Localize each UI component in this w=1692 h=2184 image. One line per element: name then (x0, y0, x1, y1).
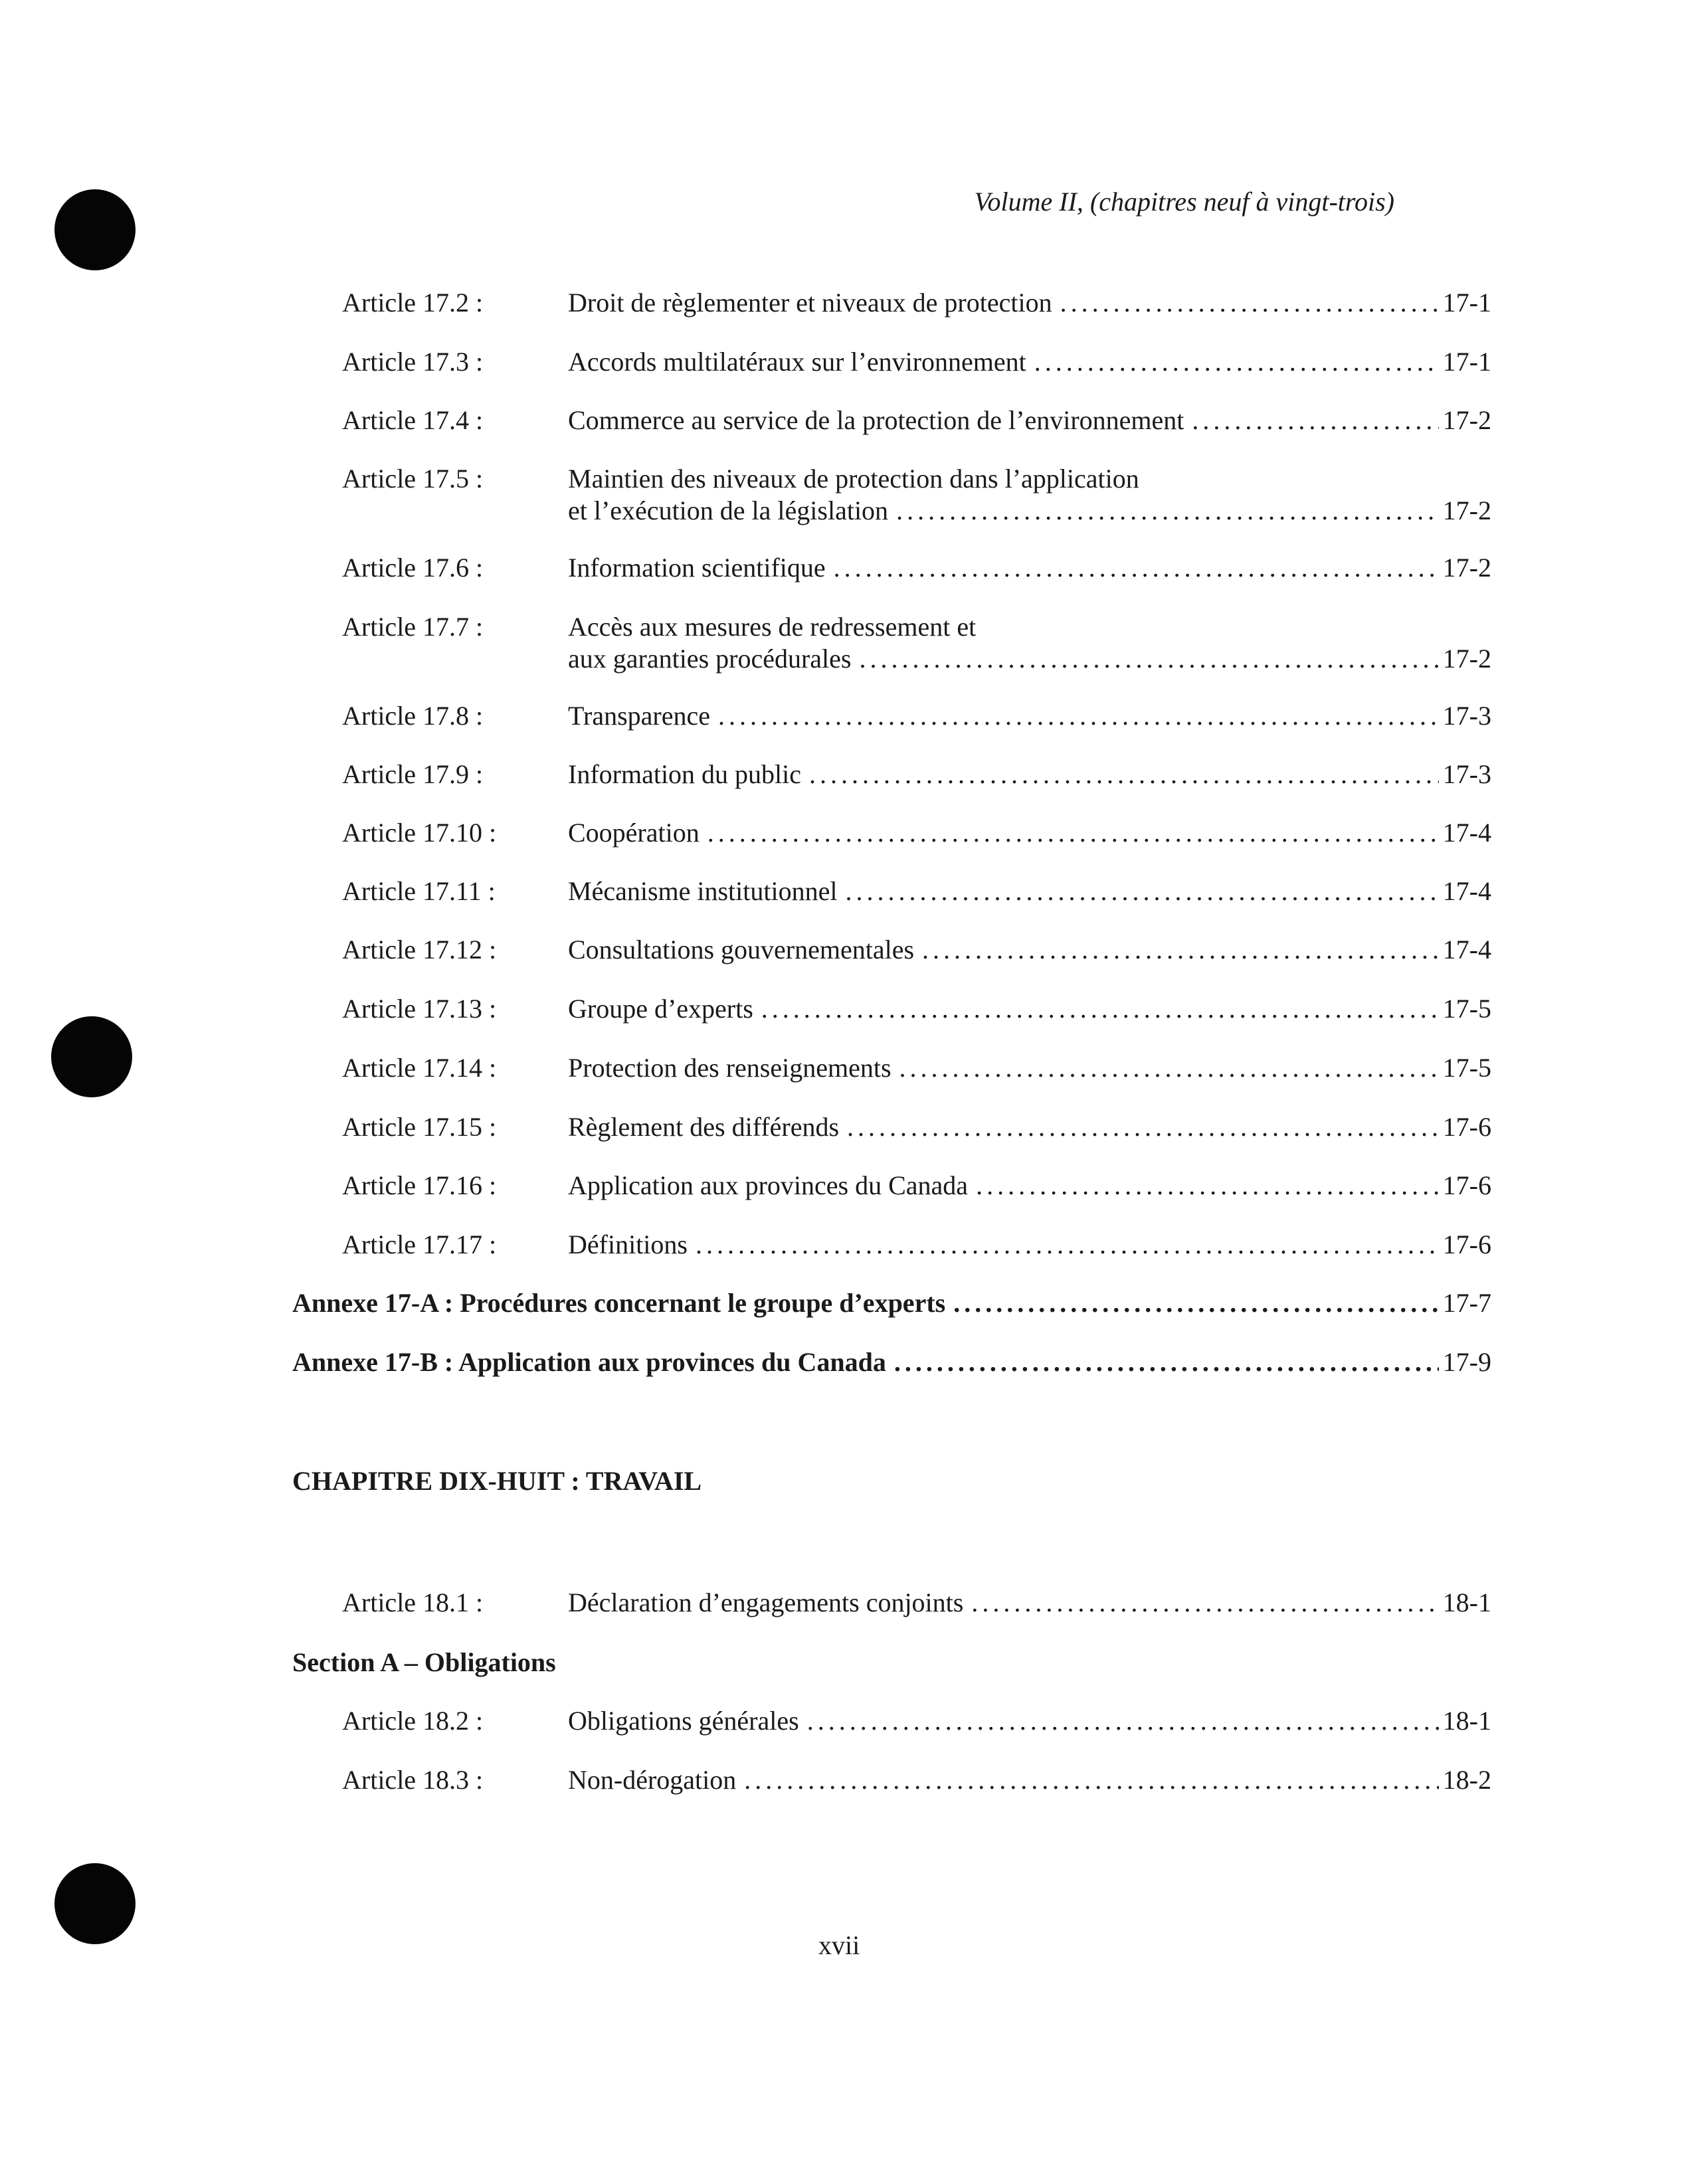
toc-page: 18-1 (1442, 1706, 1491, 1736)
toc-page: 18-1 (1442, 1588, 1491, 1617)
toc-article: Article 17.4 : (342, 405, 484, 435)
toc-entry (342, 1587, 1491, 1619)
dot-leader (718, 700, 1439, 732)
dot-leader (707, 817, 1439, 849)
toc-title: Information scientifique (568, 553, 826, 583)
toc-entry (342, 700, 1491, 732)
dot-leader (1034, 346, 1439, 378)
toc-article: Article 17.6 : (342, 553, 484, 583)
toc-entry (342, 1705, 1491, 1737)
toc-title: aux garanties procédurales (568, 644, 852, 674)
toc-entry (342, 759, 1491, 790)
dot-leader (859, 643, 1438, 675)
toc-title: Règlement des différends (568, 1112, 840, 1142)
toc-page: 17-3 (1442, 701, 1491, 731)
toc-page: 18-2 (1442, 1765, 1491, 1795)
toc-annex (292, 1287, 1491, 1319)
toc-article: Article 17.12 : (342, 935, 497, 964)
dot-leader (971, 1587, 1438, 1619)
toc-article: Article 17.16 : (342, 1170, 497, 1200)
dot-leader (896, 495, 1439, 527)
toc-entry (342, 552, 1491, 584)
dot-leader (834, 552, 1439, 584)
running-header: Volume II, (chapitres neuf à vingt-trois) (974, 187, 1394, 217)
toc-article: Article 17.15 : (342, 1112, 497, 1142)
toc-entry (342, 611, 1491, 675)
toc-title-line: Maintien des niveaux de protection dans l’application (568, 464, 1139, 494)
toc-annex-title: Annexe 17-B : Application aux provinces du Canada (292, 1347, 886, 1377)
toc-entry (342, 817, 1491, 849)
toc-entry (342, 463, 1491, 527)
chapter-heading: CHAPITRE DIX-HUIT : TRAVAIL (292, 1466, 702, 1496)
toc-page: 17-7 (1442, 1288, 1491, 1318)
toc-page: 17-5 (1442, 994, 1491, 1024)
toc-article: Article 17.7 : (342, 612, 484, 642)
toc-article: Article 17.5 : (342, 464, 484, 494)
section-heading: Section A – Obligations (292, 1647, 556, 1677)
dot-leader (744, 1764, 1438, 1796)
toc-title: et l’exécution de la législation (568, 496, 889, 525)
toc-article: Article 17.9 : (342, 759, 484, 789)
toc-article: Article 17.17 : (342, 1229, 497, 1259)
toc-article: Article 17.10 : (342, 818, 497, 848)
dot-leader (953, 1287, 1438, 1319)
toc-title: Obligations générales (568, 1706, 799, 1736)
toc-title: Commerce au service de la protection de l’environnement (568, 405, 1184, 435)
toc-entry (342, 1764, 1491, 1796)
toc-article: Article 17.13 : (342, 994, 497, 1024)
dot-leader (807, 1705, 1439, 1737)
toc-annex-title: Annexe 17-A : Procédures concernant le groupe d’experts (292, 1288, 946, 1318)
dot-leader (976, 1170, 1439, 1202)
page-number: xvii (818, 1930, 860, 1960)
dot-leader (1192, 405, 1438, 436)
toc-page: 17-2 (1442, 405, 1491, 435)
binder-hole (54, 1863, 136, 1944)
toc-entry (342, 934, 1491, 966)
toc-entry (342, 875, 1491, 907)
toc-title: Consultations gouvernementales (568, 935, 915, 964)
toc-entry (342, 1229, 1491, 1261)
toc-article: Article 17.14 : (342, 1053, 497, 1083)
toc-article: Article 17.8 : (342, 701, 484, 731)
toc-title: Transparence (568, 701, 711, 731)
toc-annex (292, 1346, 1491, 1378)
toc-title: Groupe d’experts (568, 994, 753, 1024)
toc-article: Article 17.3 : (342, 347, 484, 377)
toc-title: Protection des renseignements (568, 1053, 892, 1083)
toc-title: Mécanisme institutionnel (568, 876, 838, 906)
toc-article: Article 17.11 : (342, 876, 496, 906)
toc-page: 17-1 (1442, 288, 1491, 318)
toc-title: Coopération (568, 818, 700, 848)
toc-page: 17-6 (1442, 1170, 1491, 1200)
toc-page: 17-4 (1442, 935, 1491, 964)
toc-page: 17-6 (1442, 1112, 1491, 1142)
toc-page: 17-3 (1442, 759, 1491, 789)
toc-title: Application aux provinces du Canada (568, 1170, 969, 1200)
toc-title: Déclaration d’engagements conjoints (568, 1588, 964, 1617)
binder-hole (54, 189, 136, 270)
toc-entry (342, 993, 1491, 1025)
dot-leader (1060, 287, 1439, 319)
dot-leader (847, 1111, 1439, 1143)
binder-hole (51, 1016, 132, 1097)
dot-leader (894, 1346, 1439, 1378)
toc-entry (342, 1111, 1491, 1143)
toc-entry (342, 346, 1491, 378)
toc-page: 17-9 (1442, 1347, 1491, 1377)
toc-entry (342, 287, 1491, 319)
toc-article: Article 17.2 : (342, 288, 484, 318)
toc-page: 17-4 (1442, 818, 1491, 848)
dot-leader (922, 934, 1439, 966)
toc-page: 17-2 (1442, 644, 1491, 674)
toc-page: 17-2 (1442, 553, 1491, 583)
toc-article: Article 18.2 : (342, 1706, 484, 1736)
toc-article: Article 18.1 : (342, 1588, 484, 1617)
dot-leader (696, 1229, 1439, 1261)
toc-title: Information du public (568, 759, 802, 789)
toc-page: 17-1 (1442, 347, 1491, 377)
toc-title: Non-dérogation (568, 1765, 737, 1795)
toc-page: 17-5 (1442, 1053, 1491, 1083)
dot-leader (809, 759, 1439, 790)
toc-entry (342, 1052, 1491, 1084)
toc-entry (342, 405, 1491, 436)
dot-leader (899, 1052, 1439, 1084)
toc-page: 17-6 (1442, 1229, 1491, 1259)
dot-leader (761, 993, 1439, 1025)
toc-title-line: Accès aux mesures de redressement et (568, 612, 977, 642)
toc-page: 17-4 (1442, 876, 1491, 906)
toc-title: Droit de règlementer et niveaux de protection (568, 288, 1052, 318)
toc-page: 17-2 (1442, 496, 1491, 525)
toc-entry (342, 1170, 1491, 1202)
dot-leader (846, 875, 1439, 907)
toc-article: Article 18.3 : (342, 1765, 484, 1795)
toc-title: Accords multilatéraux sur l’environnement (568, 347, 1026, 377)
toc-title: Définitions (568, 1229, 688, 1259)
